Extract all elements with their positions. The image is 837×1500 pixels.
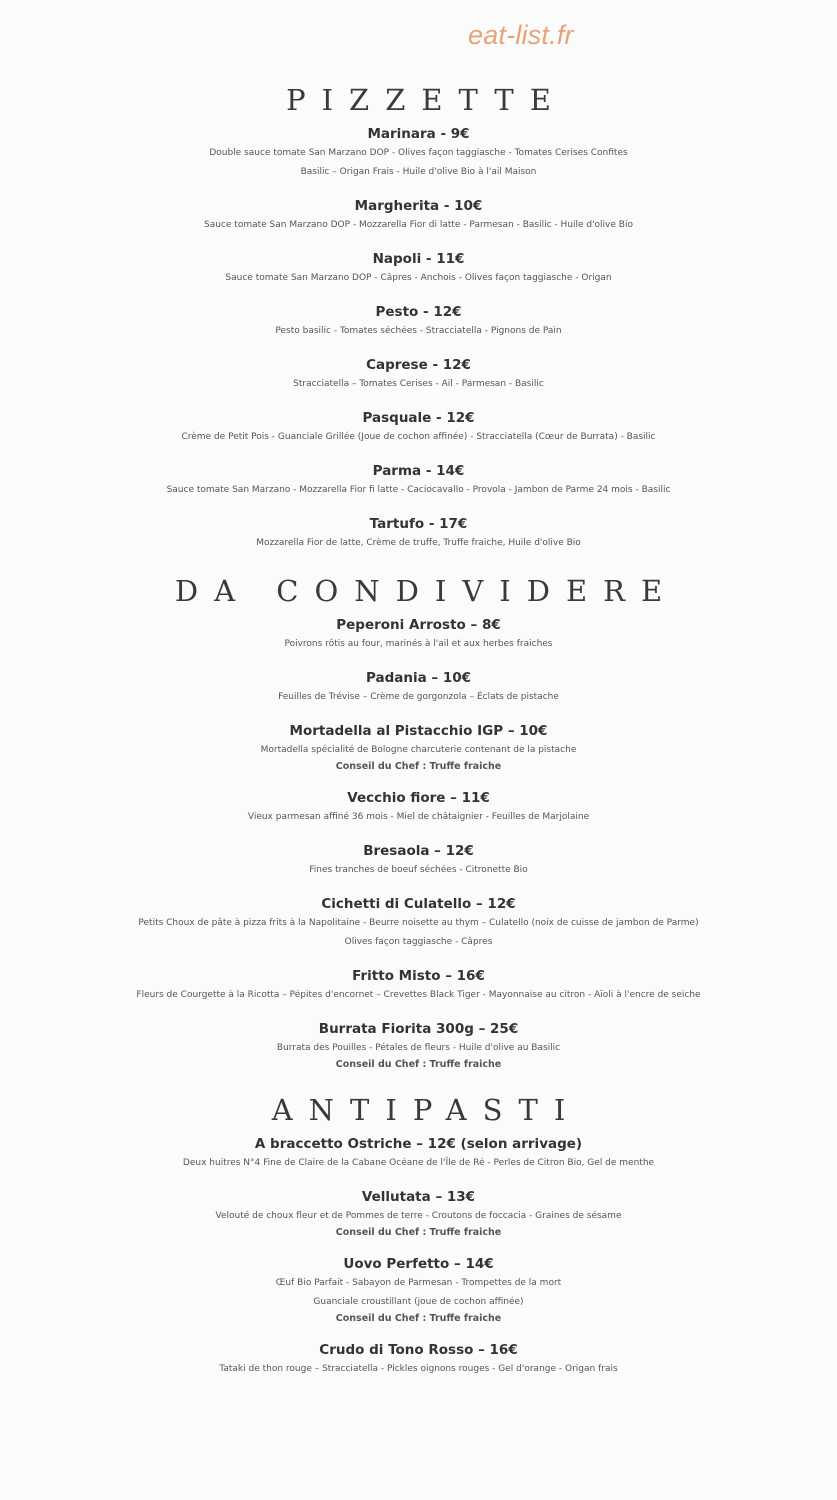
menu	[0, 76, 837, 1393]
menu-item	[0, 1019, 837, 1072]
item-name: Bresaola – 12€	[363, 843, 474, 859]
menu-item	[0, 1187, 837, 1240]
chef-tip: Conseil du Chef : Truffe fraiche	[335, 761, 502, 772]
item-description: Sauce tomate San Marzano - Mozzarella Fior fi latte - Caciocavallo - Provola - Jambon de Parme 24 mois - Basilic	[166, 485, 671, 495]
item-name: Fritto Misto – 16€	[352, 968, 485, 984]
item-description: Fines tranches de boeuf séchées - Citronette Bio	[309, 865, 528, 875]
menu-item	[0, 196, 837, 235]
section-title: DA CONDIVIDERE	[174, 574, 679, 608]
item-description: Feuilles de Trévise – Crème de gorgonzola – Éclats de pistache	[278, 692, 559, 702]
menu-item	[0, 249, 837, 288]
item-description: Mozzarella Fior de latte, Crème de truffe, Truffe fraiche, Huile d'olive Bio	[256, 538, 581, 548]
menu-item	[0, 514, 837, 553]
item-description: Double sauce tomate San Marzano DOP - Olives façon taggiasche - Tomates Cerises Confites	[209, 148, 628, 158]
item-description: Burrata des Pouilles - Pétales de fleurs - Huile d'olive au Basilic	[276, 1043, 561, 1053]
menu-item	[0, 1340, 837, 1379]
menu-section	[0, 1086, 837, 1379]
item-description: Deux huitres N°4 Fine de Claire de la Cabane Océane de l'Île de Ré - Perles de Citron Bio, Gel de menthe	[182, 1158, 655, 1168]
item-name: Peperoni Arrosto – 8€	[336, 617, 501, 633]
item-description: Poivrons rôtis au four, marinés à l'ail et aux herbes fraiches	[284, 639, 553, 649]
item-description: Basilic – Origan Frais - Huile d'olive Bio à l'ail Maison	[300, 167, 537, 177]
item-description: Tataki de thon rouge – Stracciatella - Pickles oignons rouges - Gel d'orange - Origan frais	[219, 1364, 618, 1374]
menu-item	[0, 788, 837, 827]
menu-item	[0, 124, 837, 182]
item-name: Burrata Fiorita 300g – 25€	[318, 1021, 519, 1037]
menu-item	[0, 841, 837, 880]
item-name: Pesto - 12€	[375, 304, 462, 320]
item-description: Sauce tomate San Marzano DOP - Câpres - Anchois - Olives façon taggiasche - Origan	[225, 273, 612, 283]
item-description: Fleurs de Courgette à la Ricotta – Pépites d'encornet – Crevettes Black Tiger - Mayonnaise au citron - Aïoli à l'encre de seiche	[136, 990, 701, 1000]
menu-item	[0, 894, 837, 952]
item-description: Crème de Petit Pois - Guanciale Grillée (Joue de cochon affinée) - Stracciatella (Cœur de Burrata) - Basilic	[181, 432, 656, 442]
chef-tip: Conseil du Chef : Truffe fraiche	[335, 1313, 502, 1324]
menu-item	[0, 721, 837, 774]
menu-item	[0, 355, 837, 394]
item-name: Napoli - 11€	[372, 251, 465, 267]
item-description: Pesto basilic - Tomates séchées - Stracciatella - Pignons de Pain	[275, 326, 562, 336]
item-name: A braccetto Ostriche – 12€ (selon arrivage)	[254, 1136, 583, 1152]
item-name: Caprese - 12€	[366, 357, 471, 373]
section-title: PIZZETTE	[286, 83, 567, 117]
menu-item	[0, 615, 837, 654]
menu-section	[0, 567, 837, 1072]
item-name: Parma - 14€	[372, 463, 465, 479]
menu-item	[0, 408, 837, 447]
item-name: Vecchio fiore – 11€	[347, 790, 490, 806]
chef-tip: Conseil du Chef : Truffe fraiche	[335, 1227, 502, 1238]
menu-item	[0, 1134, 837, 1173]
item-name: Mortadella al Pistacchio IGP – 10€	[289, 723, 548, 739]
item-name: Margherita - 10€	[354, 198, 483, 214]
item-name: Crudo di Tono Rosso – 16€	[319, 1342, 518, 1358]
section-title: ANTIPASTI	[271, 1093, 582, 1127]
item-description: Guanciale croustillant (joue de cochon affinée)	[313, 1297, 524, 1307]
item-name: Vellutata – 13€	[361, 1189, 476, 1205]
item-description: Sauce tomate San Marzano DOP - Mozzarella Fior di latte - Parmesan - Basilic - Huile d'olive Bio	[204, 220, 633, 230]
item-description: Mortadella spécialité de Bologne charcuterie contenant de la pistache	[260, 745, 577, 755]
item-name: Uovo Perfetto – 14€	[343, 1256, 494, 1272]
item-description: Stracciatella – Tomates Cerises - Ail - Parmesan - Basilic	[293, 379, 544, 389]
item-name: Marinara - 9€	[367, 126, 470, 142]
menu-section	[0, 76, 837, 553]
menu-item	[0, 461, 837, 500]
menu-item	[0, 302, 837, 341]
item-name: Tartufo - 17€	[369, 516, 468, 532]
item-description: Olives façon taggiasche - Câpres	[344, 937, 493, 947]
menu-item	[0, 966, 837, 1005]
menu-item	[0, 1254, 837, 1326]
item-description: Petits Choux de pâte à pizza frits à la Napolitaine - Beurre noisette au thym – Culatello (noix de cuisse de jambon de Parme)	[138, 918, 699, 928]
item-name: Cichetti di Culatello – 12€	[321, 896, 516, 912]
menu-item	[0, 668, 837, 707]
chef-tip: Conseil du Chef : Truffe fraiche	[335, 1059, 502, 1070]
item-name: Padania – 10€	[365, 670, 472, 686]
item-description: Velouté de choux fleur et de Pommes de terre - Croutons de foccacia - Graines de sésame	[215, 1211, 622, 1221]
item-description: Vieux parmesan affiné 36 mois - Miel de châtaignier - Feuilles de Marjolaine	[247, 812, 590, 822]
item-name: Pasquale - 12€	[362, 410, 475, 426]
watermark: eat-list.fr	[468, 20, 574, 50]
item-description: Œuf Bio Parfait - Sabayon de Parmesan - Trompettes de la mort	[275, 1278, 562, 1288]
